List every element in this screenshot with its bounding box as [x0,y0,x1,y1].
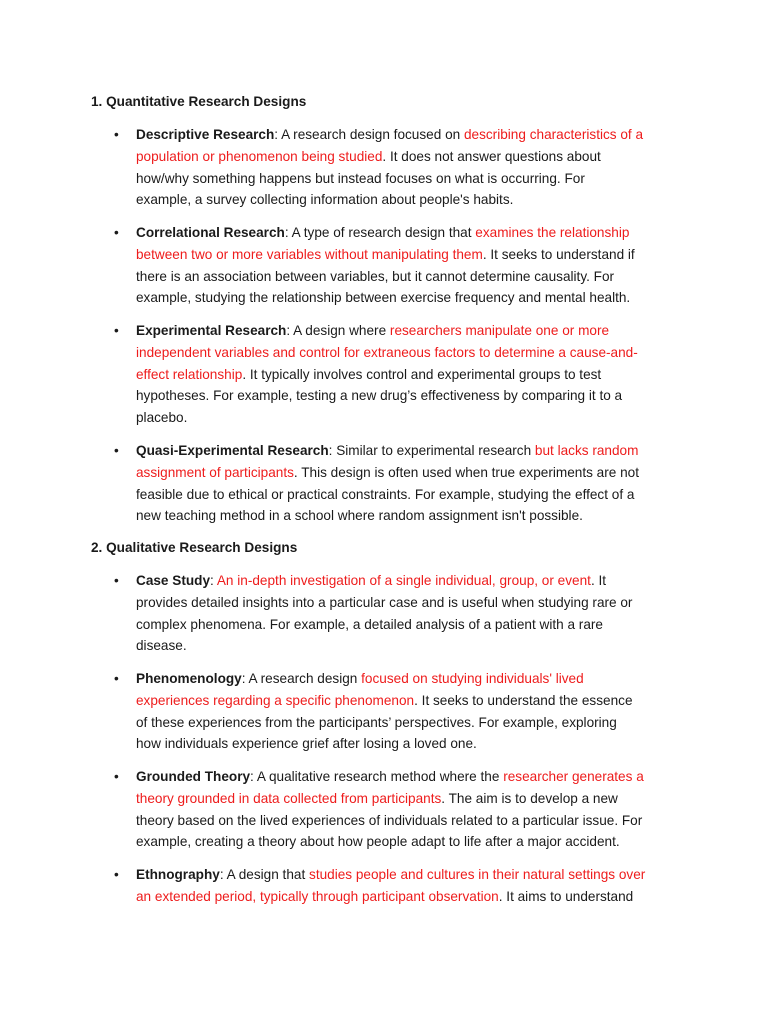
list-item-descriptive-research [114,124,681,211]
item-line: theory based on the lived experiences of individuals related to a particular issue. For [136,812,643,828]
item-text: . It [590,573,607,588]
bullet-icon: • [114,225,119,240]
section-heading-qualitative: 2. Qualitative Research Designs [91,540,298,555]
item-line [136,766,681,788]
item-highlight: between two or more variables without manipulating them [136,246,483,262]
item-line [136,222,681,244]
item-line: new teaching method in a school where random assignment isn't possible. [136,508,583,524]
item-line: disease. [136,638,187,654]
item-line [136,244,681,266]
bullet-icon: • [114,443,119,458]
item-text: . This design is often used when true experiments are not [293,464,639,480]
item-highlight: independent variables and control for extraneous factors to determine a cause-and- [136,344,638,360]
item-text: . It aims to understand [498,888,634,904]
item-text: : Similar to experimental research [328,443,535,458]
item-text: : A design that [219,867,310,882]
item-highlight: an extended period, typically through participant observation [136,888,499,904]
item-line: hypotheses. For example, testing a new drug’s effectiveness by comparing it to a [136,388,623,404]
item-text: . It typically involves control and experimental groups to test [242,366,602,382]
item-line [136,124,681,146]
item-line [136,690,681,712]
bullet-icon: • [114,573,119,588]
bullet-icon: • [114,769,119,784]
item-highlight: theory grounded in data collected from participants [136,790,442,806]
item-text: : A type of research design that [284,225,476,240]
list-item-experimental-research [114,320,681,429]
item-line: complex phenomena. For example, a detailed analysis of a patient with a rare [136,616,603,632]
bullet-icon: • [114,671,119,686]
item-term: Quasi-Experimental Research [136,443,329,458]
list-item-ethnography [114,864,681,908]
item-term: Ethnography [136,867,220,882]
item-line [136,788,681,810]
item-line: example, creating a theory about how people adapt to life after a major accident. [136,834,620,850]
item-highlight: population or phenomenon being studied [136,148,383,164]
item-term: Grounded Theory [136,769,251,784]
item-line: how/why something happens but instead focuses on what is occurring. For [136,170,585,186]
item-line [136,146,681,168]
item-line [136,864,681,886]
item-line [136,462,681,484]
item-line: there is an association between variables, but it cannot determine causality. For [136,268,615,284]
item-line: of these experiences from the participants’ perspectives. For example, exploring [136,714,617,730]
item-text: : A research design [241,671,362,686]
bullet-icon: • [114,867,119,882]
item-line [136,440,681,462]
item-line [136,320,681,342]
item-line [136,668,681,690]
item-line [136,570,681,592]
item-highlight: describing characteristics of a [463,127,644,142]
item-highlight: focused on studying individuals' lived [361,671,584,686]
item-term: Descriptive Research [136,127,275,142]
list-item-phenomenology [114,668,681,755]
item-highlight: studies people and cultures in their natural settings over [309,867,646,882]
item-text: . The aim is to develop a new [441,790,618,806]
item-text: : A research design focused on [274,127,464,142]
item-line: feasible due to ethical or practical constraints. For example, studying the effect of a [136,486,635,502]
item-text: . It seeks to understand if [482,246,635,262]
item-highlight: An in-depth investigation of a single individual, group, or event [216,573,591,588]
item-line: how individuals experience grief after losing a loved one. [136,736,477,752]
item-text: . It seeks to understand the essence [414,692,633,708]
item-highlight: effect relationship [136,366,243,382]
item-text: : [210,573,217,588]
item-highlight: examines the relationship [475,225,630,240]
item-line: provides detailed insights into a particular case and is useful when studying rare or [136,594,633,610]
bullet-icon: • [114,323,119,338]
item-line: example, a survey collecting information about people's habits. [136,192,514,208]
list-item-case-study [114,570,681,657]
item-term: Case Study [136,573,211,588]
item-line [136,342,681,364]
item-line: example, studying the relationship between exercise frequency and mental health. [136,290,631,306]
item-highlight: assignment of participants [136,464,294,480]
item-term: Correlational Research [136,225,285,240]
bullet-icon: • [114,127,119,142]
item-highlight: researchers manipulate one or more [389,323,610,338]
item-text: : A qualitative research method where the [250,769,504,784]
item-text: . It does not answer questions about [382,148,601,164]
list-item-correlational-research [114,222,681,309]
list-item-grounded-theory [114,766,681,853]
item-line: placebo. [136,410,188,426]
item-highlight: but lacks random [534,443,639,458]
item-highlight: researcher generates a [503,769,644,784]
item-line [136,886,681,908]
list-item-quasi-experimental-research [114,440,681,527]
item-text: : A design where [286,323,390,338]
item-line [136,364,681,386]
item-highlight: experiences regarding a specific phenomenon [136,692,415,708]
section-heading-quantitative: 1. Quantitative Research Designs [91,94,307,109]
item-term: Phenomenology [136,671,242,686]
item-term: Experimental Research [136,323,287,338]
